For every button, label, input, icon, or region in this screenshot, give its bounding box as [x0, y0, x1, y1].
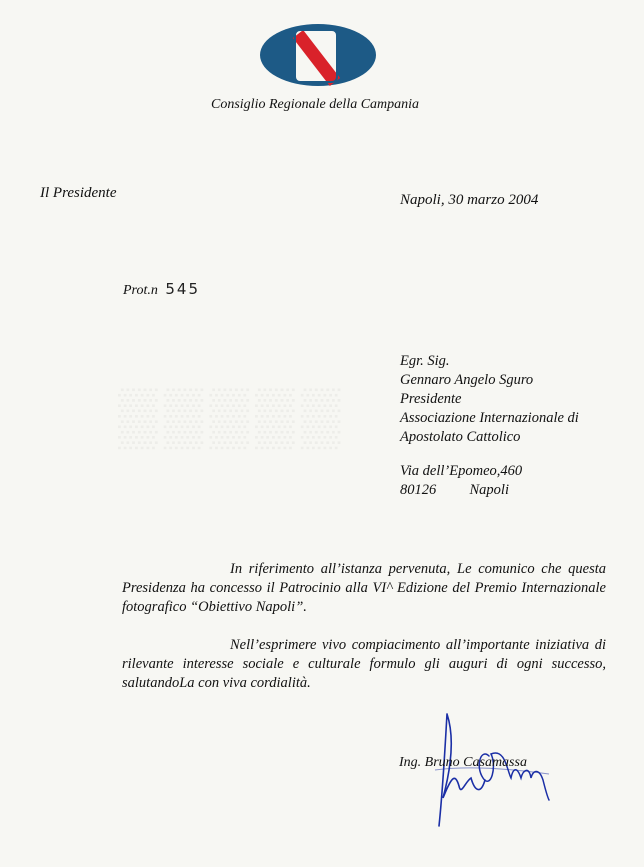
protocol-number: 545 — [165, 280, 201, 298]
recipient-street: Via dell’Epomeo,460 — [400, 463, 523, 479]
salutation: Egr. Sig. — [400, 353, 450, 369]
protocol-line — [123, 280, 200, 299]
signatory-name: Ing. Bruno Casamassa — [399, 755, 527, 770]
recipient-role: Presidente — [400, 391, 462, 407]
recipient-city-line — [400, 481, 579, 500]
watermark — [118, 385, 346, 449]
body-paragraph-1: In riferimento all’istanza pervenuta, Le comunico che questa Presidenza ha concesso il Patrocinio alla VI^ Edizione del Premio Internazionale fotografico “Obiettivo Napoli”. — [122, 561, 606, 615]
recipient-name: Gennaro Angelo Sguro — [400, 372, 534, 388]
recipient-org-line1: Associazione Internazionale di — [400, 410, 579, 426]
organization-name: Consiglio Regionale della Campania — [211, 97, 420, 112]
protocol-label: Prot.n — [123, 283, 158, 298]
sender-title: Il Presidente — [40, 185, 117, 201]
recipient-address — [400, 352, 579, 500]
campania-emblem-icon — [258, 22, 378, 88]
recipient-city: Napoli — [469, 482, 509, 498]
recipient-org-line2: Apostolato Cattolico — [400, 429, 521, 445]
date-line: Napoli, 30 marzo 2004 — [400, 192, 539, 208]
recipient-postcode: 80126 — [400, 482, 437, 498]
body-paragraph-2: Nell’esprimere vivo compiacimento all’importante iniziativa di rilevante interesse sociale e culturale formulo gli auguri di ogni successo, salutandoLa con viva cordialità. — [122, 637, 606, 691]
letter-body — [122, 560, 606, 712]
